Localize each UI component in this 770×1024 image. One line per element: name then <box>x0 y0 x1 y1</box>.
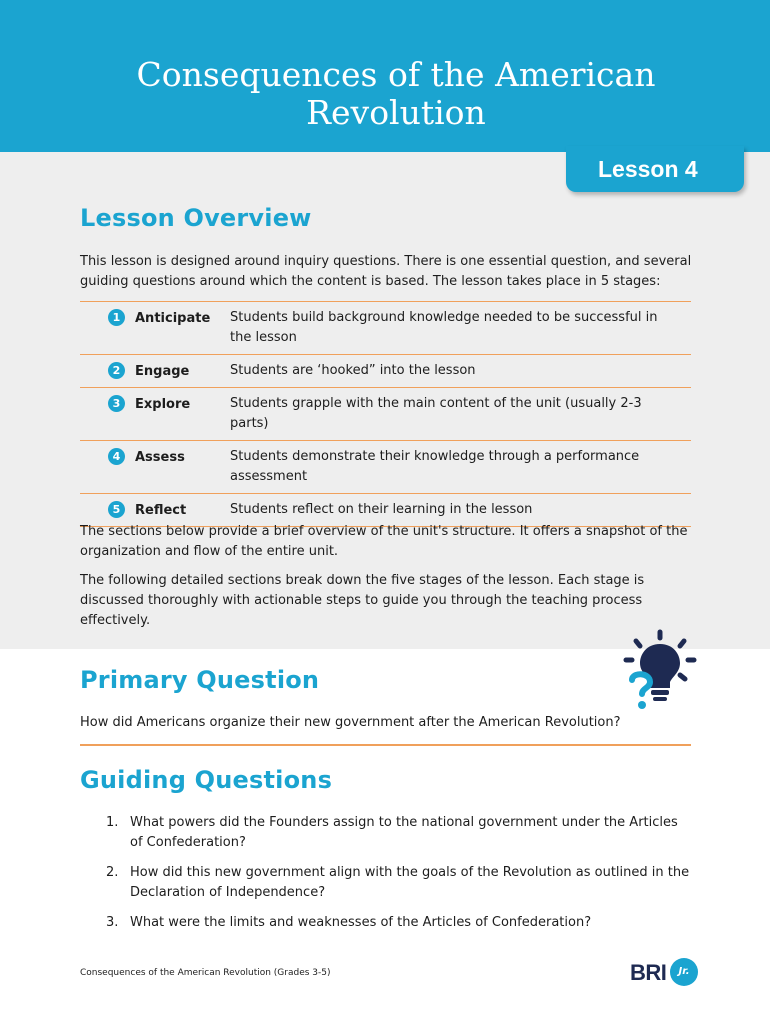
list-item-number: 1. <box>106 815 119 830</box>
stage-row-assess <box>80 441 691 494</box>
stage-name: Explore <box>135 397 191 412</box>
stage-row-engage <box>80 355 691 388</box>
stage-description: Students reflect on their learning in the lesson <box>230 502 533 517</box>
title-line-1: Consequences of the American <box>136 55 656 94</box>
stage-description: Students grapple with the main content of the unit (usually 2-3 parts) <box>230 396 642 431</box>
lesson-tab <box>566 146 744 192</box>
list-item-text: What were the limits and weaknesses of the Articles of Confederation? <box>130 915 592 930</box>
stage-name: Assess <box>135 450 185 465</box>
primary-question-text: How did Americans organize their new government after the American Revolution? <box>80 715 621 730</box>
list-item-number: 2. <box>106 865 119 880</box>
list-item <box>106 863 691 903</box>
stage-row-explore <box>80 388 691 441</box>
stage-row-anticipate <box>80 302 691 355</box>
list-item-number: 3. <box>106 915 119 930</box>
stage-name: Engage <box>135 364 190 379</box>
title-line-2: Revolution <box>306 93 486 132</box>
stage-description: Students build background knowledge needed to be successful in the lesson <box>230 310 658 345</box>
stage-name: Reflect <box>135 503 187 518</box>
stage-name: Anticipate <box>135 311 211 326</box>
stage-number-badge: 1 <box>108 309 125 326</box>
document-title <box>0 56 770 132</box>
lesson-overview-heading: Lesson Overview <box>80 204 312 232</box>
stage-number-badge: 4 <box>108 448 125 465</box>
list-item-text: How did this new government align with the goals of the Revolution as outlined in the Declaration of Independence? <box>130 865 690 900</box>
stages-table <box>80 301 691 527</box>
list-item <box>106 813 691 853</box>
stage-description: Students are ‘hooked” into the lesson <box>230 363 476 378</box>
overview-paragraph-stages: The following detailed sections break down the five stages of the lesson. Each stage is discussed thoroughly with actionable steps to guide you through the teaching process effectively. <box>80 573 645 628</box>
overview-paragraph-structure: The sections below provide a brief overview of the unit's structure. It offers a snapshot of the organization and flow of the entire unit. <box>80 524 688 559</box>
footer-text: Consequences of the American Revolution (Grades 3-5) <box>80 968 331 978</box>
stage-number-badge: 3 <box>108 395 125 412</box>
overview-intro: This lesson is designed around inquiry questions. There is one essential question, and several guiding questions around which the content is based. The lesson takes place in 5 stages: <box>80 254 692 289</box>
guiding-questions-heading: Guiding Questions <box>80 766 333 794</box>
stage-number-badge: 5 <box>108 501 125 518</box>
primary-question-heading: Primary Question <box>80 666 320 694</box>
guiding-questions-list <box>106 813 691 943</box>
divider <box>80 744 691 746</box>
list-item-text: What powers did the Founders assign to the national government under the Articles of Confederation? <box>130 815 678 850</box>
stage-description: Students demonstrate their knowledge through a performance assessment <box>230 449 640 484</box>
brand-logo <box>630 958 700 992</box>
brand-jr-badge: Jr. <box>670 958 698 986</box>
lesson-tab-label: Lesson 4 <box>598 156 698 182</box>
brand-wordmark: BRI <box>630 960 667 985</box>
stage-number-badge: 2 <box>108 362 125 379</box>
list-item <box>106 913 691 933</box>
lightbulb-question-icon <box>620 628 700 712</box>
